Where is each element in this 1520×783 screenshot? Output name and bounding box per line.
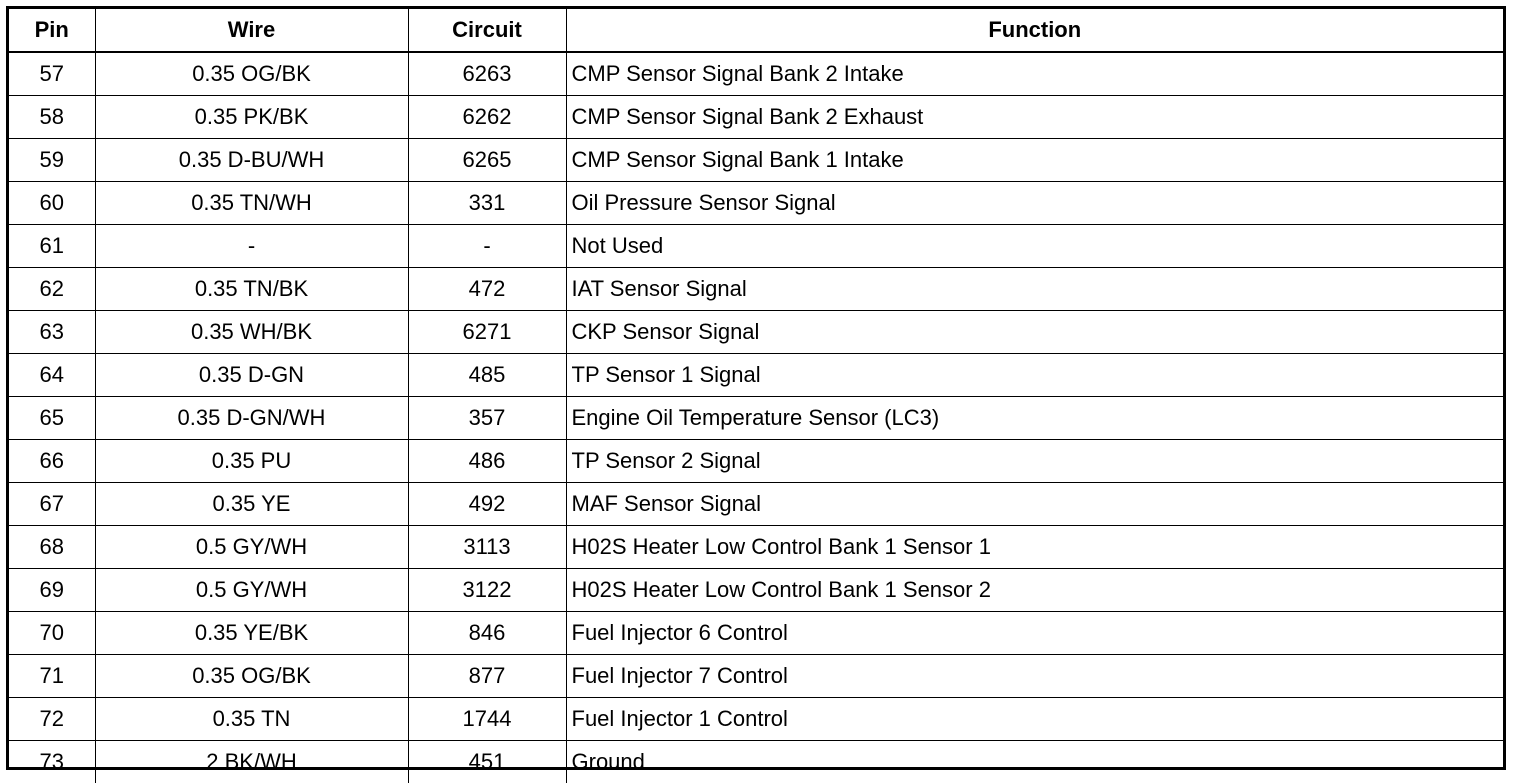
wire-cell: 2 BK/WH xyxy=(95,741,408,783)
function-cell: Ground xyxy=(566,741,1503,783)
connector-pinout-table-frame xyxy=(6,6,1506,770)
function-cell: MAF Sensor Signal xyxy=(566,483,1503,526)
circuit-cell: 331 xyxy=(408,182,566,225)
table-row xyxy=(9,182,1503,225)
circuit-cell: 3113 xyxy=(408,526,566,569)
pin-cell: 68 xyxy=(9,526,95,569)
pin-cell: 58 xyxy=(9,96,95,139)
function-cell: Fuel Injector 7 Control xyxy=(566,655,1503,698)
function-cell: H02S Heater Low Control Bank 1 Sensor 2 xyxy=(566,569,1503,612)
circuit-cell: 6263 xyxy=(408,52,566,96)
wire-cell: 0.35 TN xyxy=(95,698,408,741)
circuit-cell: 485 xyxy=(408,354,566,397)
table-row xyxy=(9,139,1503,182)
circuit-cell: 451 xyxy=(408,741,566,783)
table-row xyxy=(9,698,1503,741)
wire-cell: 0.35 TN/BK xyxy=(95,268,408,311)
pin-cell: 64 xyxy=(9,354,95,397)
wire-cell: 0.35 TN/WH xyxy=(95,182,408,225)
connector-pinout-table xyxy=(9,9,1503,783)
table-row xyxy=(9,655,1503,698)
circuit-cell: 472 xyxy=(408,268,566,311)
table-row xyxy=(9,612,1503,655)
circuit-cell: 6271 xyxy=(408,311,566,354)
wire-cell: 0.35 YE/BK xyxy=(95,612,408,655)
circuit-cell: 486 xyxy=(408,440,566,483)
circuit-cell: 6265 xyxy=(408,139,566,182)
function-cell: TP Sensor 2 Signal xyxy=(566,440,1503,483)
table-row xyxy=(9,483,1503,526)
function-cell: CMP Sensor Signal Bank 1 Intake xyxy=(566,139,1503,182)
table-row xyxy=(9,311,1503,354)
wire-cell: 0.35 WH/BK xyxy=(95,311,408,354)
table-header xyxy=(9,9,1503,52)
wire-cell: 0.35 D-BU/WH xyxy=(95,139,408,182)
function-cell: CKP Sensor Signal xyxy=(566,311,1503,354)
pin-cell: 65 xyxy=(9,397,95,440)
wire-cell: - xyxy=(95,225,408,268)
pin-cell: 57 xyxy=(9,52,95,96)
function-cell: Engine Oil Temperature Sensor (LC3) xyxy=(566,397,1503,440)
table-row xyxy=(9,354,1503,397)
function-cell: H02S Heater Low Control Bank 1 Sensor 1 xyxy=(566,526,1503,569)
wire-cell: 0.5 GY/WH xyxy=(95,526,408,569)
table-row xyxy=(9,526,1503,569)
header-circuit: Circuit xyxy=(408,9,566,52)
table-row xyxy=(9,52,1503,96)
function-cell: IAT Sensor Signal xyxy=(566,268,1503,311)
wire-cell: 0.35 D-GN/WH xyxy=(95,397,408,440)
circuit-cell: 492 xyxy=(408,483,566,526)
function-cell: Fuel Injector 1 Control xyxy=(566,698,1503,741)
function-cell: CMP Sensor Signal Bank 2 Exhaust xyxy=(566,96,1503,139)
header-wire: Wire xyxy=(95,9,408,52)
wire-cell: 0.5 GY/WH xyxy=(95,569,408,612)
circuit-cell: 1744 xyxy=(408,698,566,741)
function-cell: Fuel Injector 6 Control xyxy=(566,612,1503,655)
pin-cell: 62 xyxy=(9,268,95,311)
pin-cell: 66 xyxy=(9,440,95,483)
table-row xyxy=(9,440,1503,483)
table-row xyxy=(9,225,1503,268)
header-row xyxy=(9,9,1503,52)
circuit-cell: 357 xyxy=(408,397,566,440)
wire-cell: 0.35 YE xyxy=(95,483,408,526)
pin-cell: 67 xyxy=(9,483,95,526)
pin-cell: 70 xyxy=(9,612,95,655)
wire-cell: 0.35 PU xyxy=(95,440,408,483)
pin-cell: 72 xyxy=(9,698,95,741)
table-row xyxy=(9,96,1503,139)
pin-cell: 71 xyxy=(9,655,95,698)
wire-cell: 0.35 PK/BK xyxy=(95,96,408,139)
wire-cell: 0.35 D-GN xyxy=(95,354,408,397)
table-body xyxy=(9,52,1503,783)
circuit-cell: 3122 xyxy=(408,569,566,612)
pin-cell: 59 xyxy=(9,139,95,182)
circuit-cell: 6262 xyxy=(408,96,566,139)
circuit-cell: - xyxy=(408,225,566,268)
header-pin: Pin xyxy=(9,9,95,52)
header-function: Function xyxy=(566,9,1503,52)
pin-cell: 61 xyxy=(9,225,95,268)
function-cell: Not Used xyxy=(566,225,1503,268)
pin-cell: 73 xyxy=(9,741,95,783)
circuit-cell: 877 xyxy=(408,655,566,698)
pin-cell: 63 xyxy=(9,311,95,354)
table-row xyxy=(9,397,1503,440)
circuit-cell: 846 xyxy=(408,612,566,655)
function-cell: CMP Sensor Signal Bank 2 Intake xyxy=(566,52,1503,96)
pin-cell: 69 xyxy=(9,569,95,612)
wire-cell: 0.35 OG/BK xyxy=(95,655,408,698)
table-row xyxy=(9,741,1503,783)
function-cell: Oil Pressure Sensor Signal xyxy=(566,182,1503,225)
pin-cell: 60 xyxy=(9,182,95,225)
table-row xyxy=(9,268,1503,311)
table-row xyxy=(9,569,1503,612)
function-cell: TP Sensor 1 Signal xyxy=(566,354,1503,397)
wire-cell: 0.35 OG/BK xyxy=(95,52,408,96)
